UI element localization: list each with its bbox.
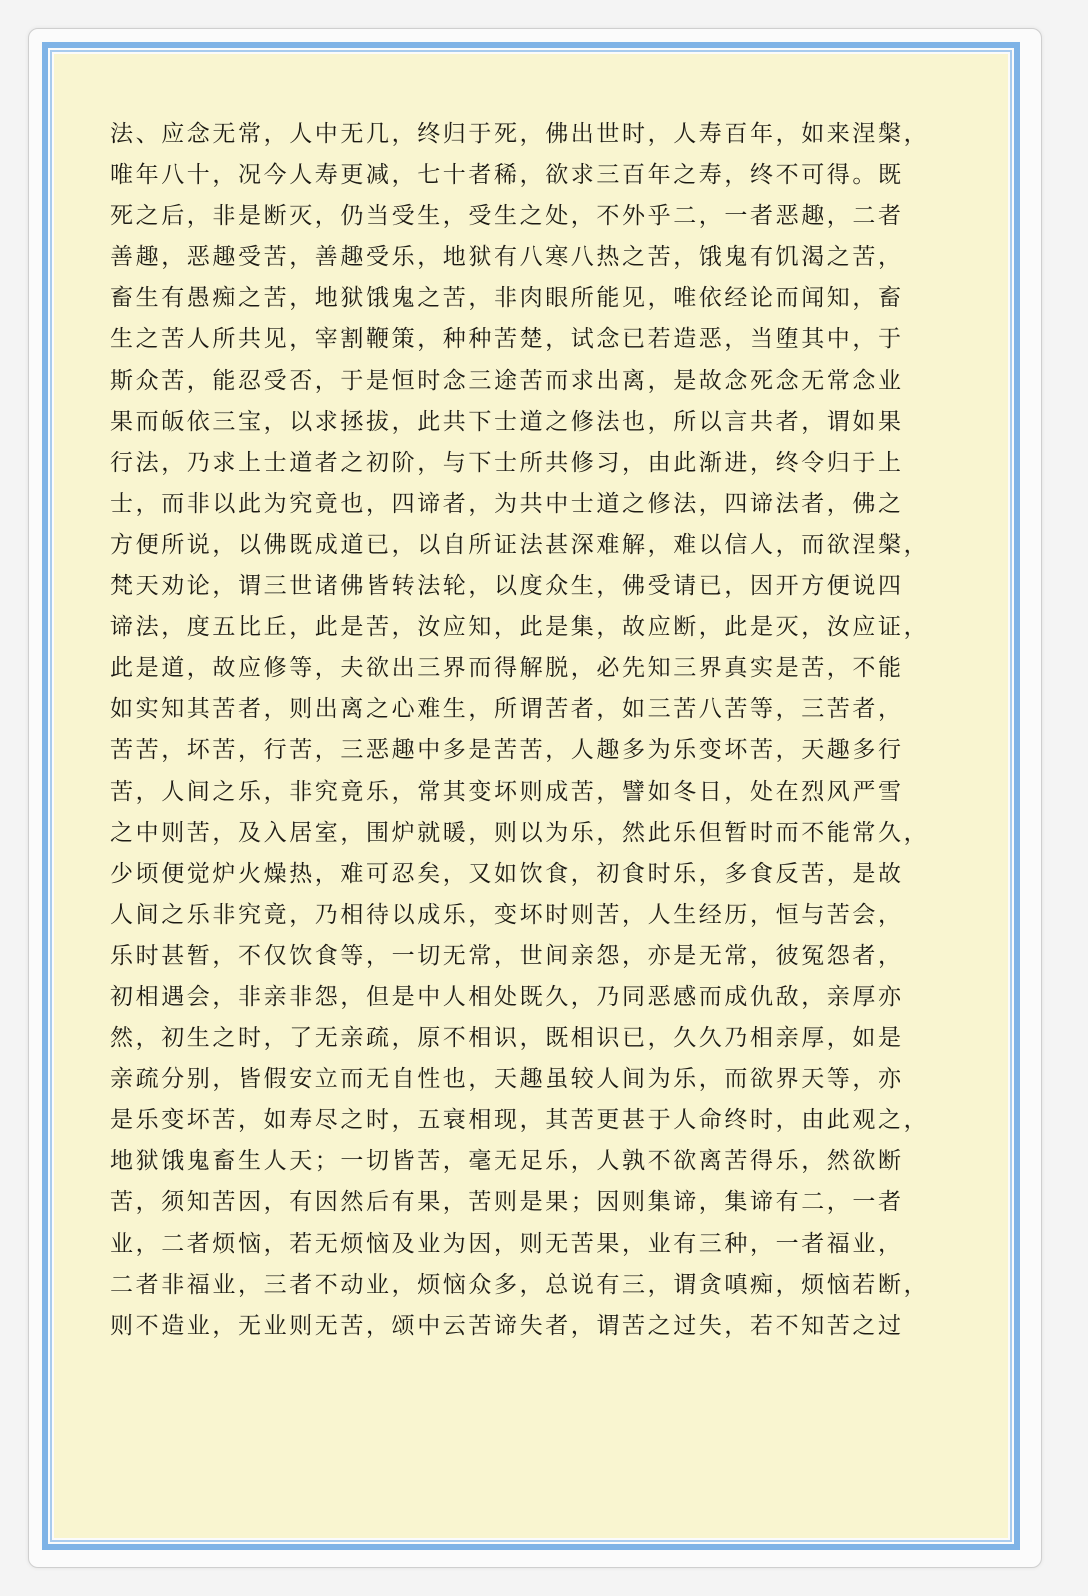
text-line: 地狱饿鬼畜生人天；一切皆苦，毫无足乐，人孰不欲离苦得乐，然欲断 [110, 1148, 904, 1175]
text-line: 生之苦人所共见，宰割鞭策，种种苦楚，试念已若造恶，当堕其中，于 [110, 326, 904, 353]
text-line: 少顷便觉炉火燥热，难可忍矣，又如饮食，初食时乐，多食反苦，是故 [110, 860, 904, 887]
text-line: 善趣，恶趣受苦，善趣受乐，地狱有八寒八热之苦，饿鬼有饥渴之苦， [110, 244, 904, 271]
text-line: 是乐变坏苦，如寿尽之时，五衰相现，其苦更甚于人命终时，由此观之， [110, 1107, 930, 1134]
text-line: 则不造业，无业则无苦，颂中云苦谛失者，谓苦之过失，若不知苦之过 [110, 1312, 904, 1339]
text-line: 苦苦，坏苦，行苦，三恶趣中多是苦苦，人趣多为乐变坏苦，天趣多行 [110, 737, 904, 764]
text-line: 死之后，非是断灭，仍当受生，受生之处，不外乎二，一者恶趣，二者 [110, 203, 904, 230]
text-line: 乐时甚暂，不仅饮食等，一切无常，世间亲怨，亦是无常，彼冤怨者， [110, 942, 904, 969]
text-line: 此是道，故应修等，夫欲出三界而得解脱，必先知三界真实是苦，不能 [110, 655, 904, 682]
text-line: 之中则苦，及入居室，围炉就暖，则以为乐，然此乐但暂时而不能常久， [110, 819, 930, 846]
text-line: 人间之乐非究竟，乃相待以成乐，变坏时则苦，人生经历，恒与苦会， [110, 901, 904, 928]
text-line: 士，而非以此为究竟也，四谛者，为共中士道之修法，四谛法者，佛之 [110, 490, 904, 517]
text-line: 唯年八十，况今人寿更减，七十者稀，欲求三百年之寿，终不可得。既 [110, 162, 904, 189]
text-line: 行法，乃求上士道者之初阶，与下士所共修习，由此渐进，终令归于上 [110, 449, 904, 476]
body-text [110, 114, 930, 1347]
text-line: 梵天劝论，谓三世诸佛皆转法轮，以度众生，佛受请已，因开方便说四 [110, 573, 904, 600]
text-line: 法、应念无常，人中无几，终归于死，佛出世时，人寿百年，如来涅槃， [110, 121, 930, 147]
text-line: 苦，人间之乐，非究竟乐，常其变坏则成苦，譬如冬日，处在烈风严雪 [110, 778, 904, 805]
text-line: 果而皈依三宝，以求拯拔，此共下士道之修法也，所以言共者，谓如果 [110, 408, 904, 435]
text-line: 方便所说，以佛既成道已，以自所证法甚深难解，难以信人，而欲涅槃， [110, 531, 930, 558]
text-line: 畜生有愚痴之苦，地狱饿鬼之苦，非肉眼所能见，唯依经论而闻知，畜 [110, 285, 904, 312]
text-line: 苦，须知苦因，有因然后有果，苦则是果；因则集谛，集谛有二，一者 [110, 1189, 904, 1216]
text-line: 二者非福业，三者不动业，烦恼众多，总说有三，谓贪嗔痴，烦恼若断， [110, 1271, 930, 1298]
text-line: 业，二者烦恼，若无烦恼及业为因，则无苦果，业有三种，一者福业， [110, 1230, 904, 1257]
text-line: 谛法，度五比丘，此是苦，汝应知，此是集，故应断，此是灭，汝应证， [110, 614, 930, 641]
text-line: 如实知其苦者，则出离之心难生，所谓苦者，如三苦八苦等，三苦者， [110, 696, 904, 723]
text-line: 然，初生之时，了无亲疏，原不相识，既相识已，久久乃相亲厚，如是 [110, 1025, 904, 1052]
text-line: 亲疏分别，皆假安立而无自性也，天趣虽较人间为乐，而欲界天等，亦 [110, 1066, 904, 1093]
text-line: 斯众苦，能忍受否，于是恒时念三途苦而求出离，是故念死念无常念业 [110, 367, 904, 394]
text-line: 初相遇会，非亲非怨，但是中人相处既久，乃同恶感而成仇敌，亲厚亦 [110, 983, 904, 1010]
